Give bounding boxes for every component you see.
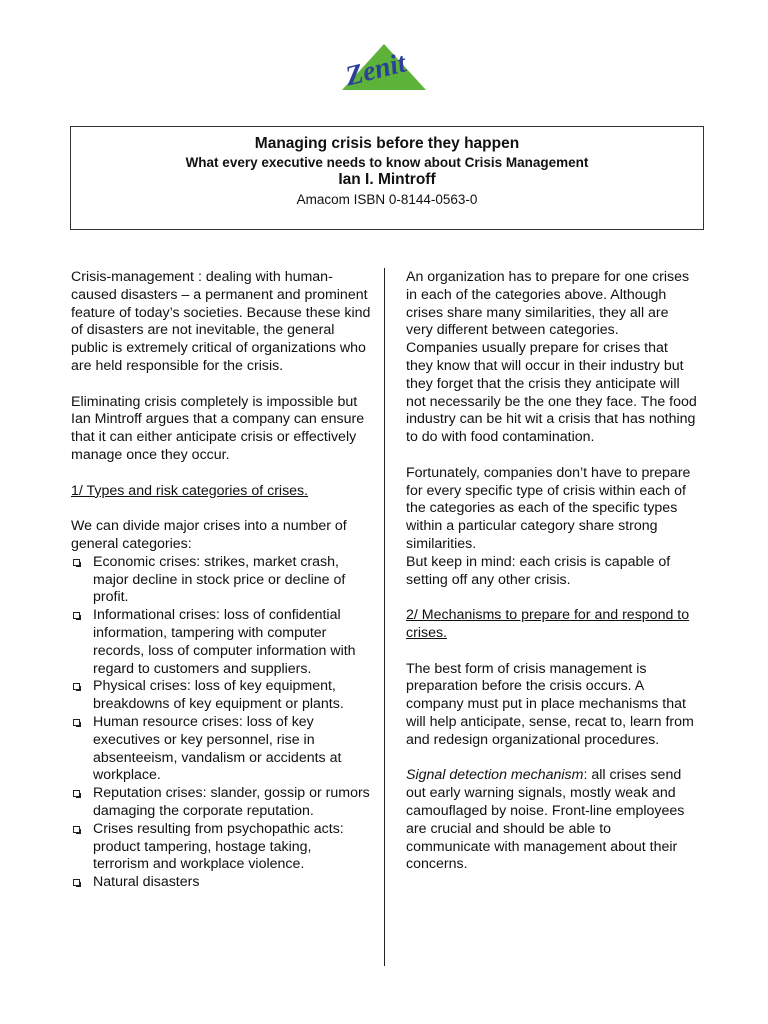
- paragraph: Eliminating crisis completely is impossible but Ian Mintroff argues that a company can ensure that it can either anticipate crisis or effectively manage once they occur.: [71, 393, 365, 463]
- checkbox-bullet-icon: [73, 559, 80, 566]
- checkbox-bullet-icon: [73, 719, 80, 726]
- right-column: [406, 269, 698, 874]
- left-column: [71, 269, 371, 892]
- checkbox-bullet-icon: [73, 612, 80, 619]
- list-item: Informational crises: loss of confidential information, tampering with computer records, loss of computer information with regard to customers and suppliers.: [71, 607, 371, 678]
- list-item: Human resource crises: loss of key executives or key personnel, rise in absenteeism, vandalism or accidents at workplace.: [71, 714, 371, 785]
- list-item: Crises resulting from psychopathic acts: product tampering, hostage taking, terrorism and workplace violence.: [71, 821, 371, 874]
- section-heading-mechanisms: 2/ Mechanisms to prepare for and respond to crises.: [406, 607, 690, 641]
- list-item: Economic crises: strikes, market crash, major decline in stock price or decline of profit.: [71, 554, 371, 607]
- book-publisher: Amacom ISBN 0-8144-0563-0: [296, 192, 478, 207]
- paragraph-signal-detection: Signal detection mechanism: all crises send out early warning signals, mostly weak and camouflaged by noise. Front-line employees are crucial and should be able to communicate with management about their concerns.: [406, 767, 685, 873]
- paragraph: The best form of crisis management is preparation before the crisis occurs. A company must put in place mechanisms that will help anticipate, sense, recat to, learn from and redesign organizational procedures.: [406, 660, 694, 748]
- logo-text: Zenit: [342, 47, 409, 92]
- list-item: Natural disasters: [71, 874, 371, 892]
- paragraph: We can divide major crises into a number of general categories:: [71, 518, 347, 552]
- paragraph: An organization has to prepare for one crises in each of the categories above. Although crises share many similarities, they all are very different between categories.: [406, 269, 690, 339]
- paragraph: Companies usually prepare for crises that they know that will occur in their industry but they forget that the crisis they anticipate will not necessarily be the one they face. The food industry can be hit wit a crisis that has nothing to do with food contamination.: [406, 340, 697, 446]
- book-author: Ian I. Mintroff: [338, 171, 436, 188]
- paragraph: Crisis-management : dealing with human-caused disasters – a permanent and prominent feature of today’s societies. Because these kind of disasters are not inevitable, the general public is extremely critical of organizations who are held responsible for the crisis.: [71, 269, 371, 374]
- book-title: Managing crisis before they happen: [254, 135, 520, 152]
- paragraph: Fortunately, companies don’t have to prepare for every specific type of crisis within each of the categories as each of the specific types within a particular category share strong similarities.: [406, 464, 691, 552]
- list-item: Reputation crises: slander, gossip or rumors damaging the corporate reputation.: [71, 785, 371, 821]
- signal-detection-label: Signal detection mechanism: [406, 767, 584, 784]
- book-header-box: [70, 126, 704, 230]
- checkbox-bullet-icon: [73, 879, 80, 886]
- list-item: Physical crises: loss of key equipment, breakdowns of key equipment or plants.: [71, 678, 371, 714]
- book-subtitle: What every executive needs to know about Crisis Management: [185, 155, 589, 170]
- crisis-categories-list: [71, 554, 371, 892]
- zenit-logo-graphic: [338, 42, 430, 92]
- checkbox-bullet-icon: [73, 683, 80, 690]
- checkbox-bullet-icon: [73, 826, 80, 833]
- paragraph: But keep in mind: each crisis is capable of setting off any other crisis.: [406, 553, 671, 588]
- checkbox-bullet-icon: [73, 790, 80, 797]
- section-heading-types: 1/ Types and risk categories of crises.: [71, 482, 309, 499]
- zenit-logo: [338, 42, 430, 92]
- column-divider: [384, 268, 385, 966]
